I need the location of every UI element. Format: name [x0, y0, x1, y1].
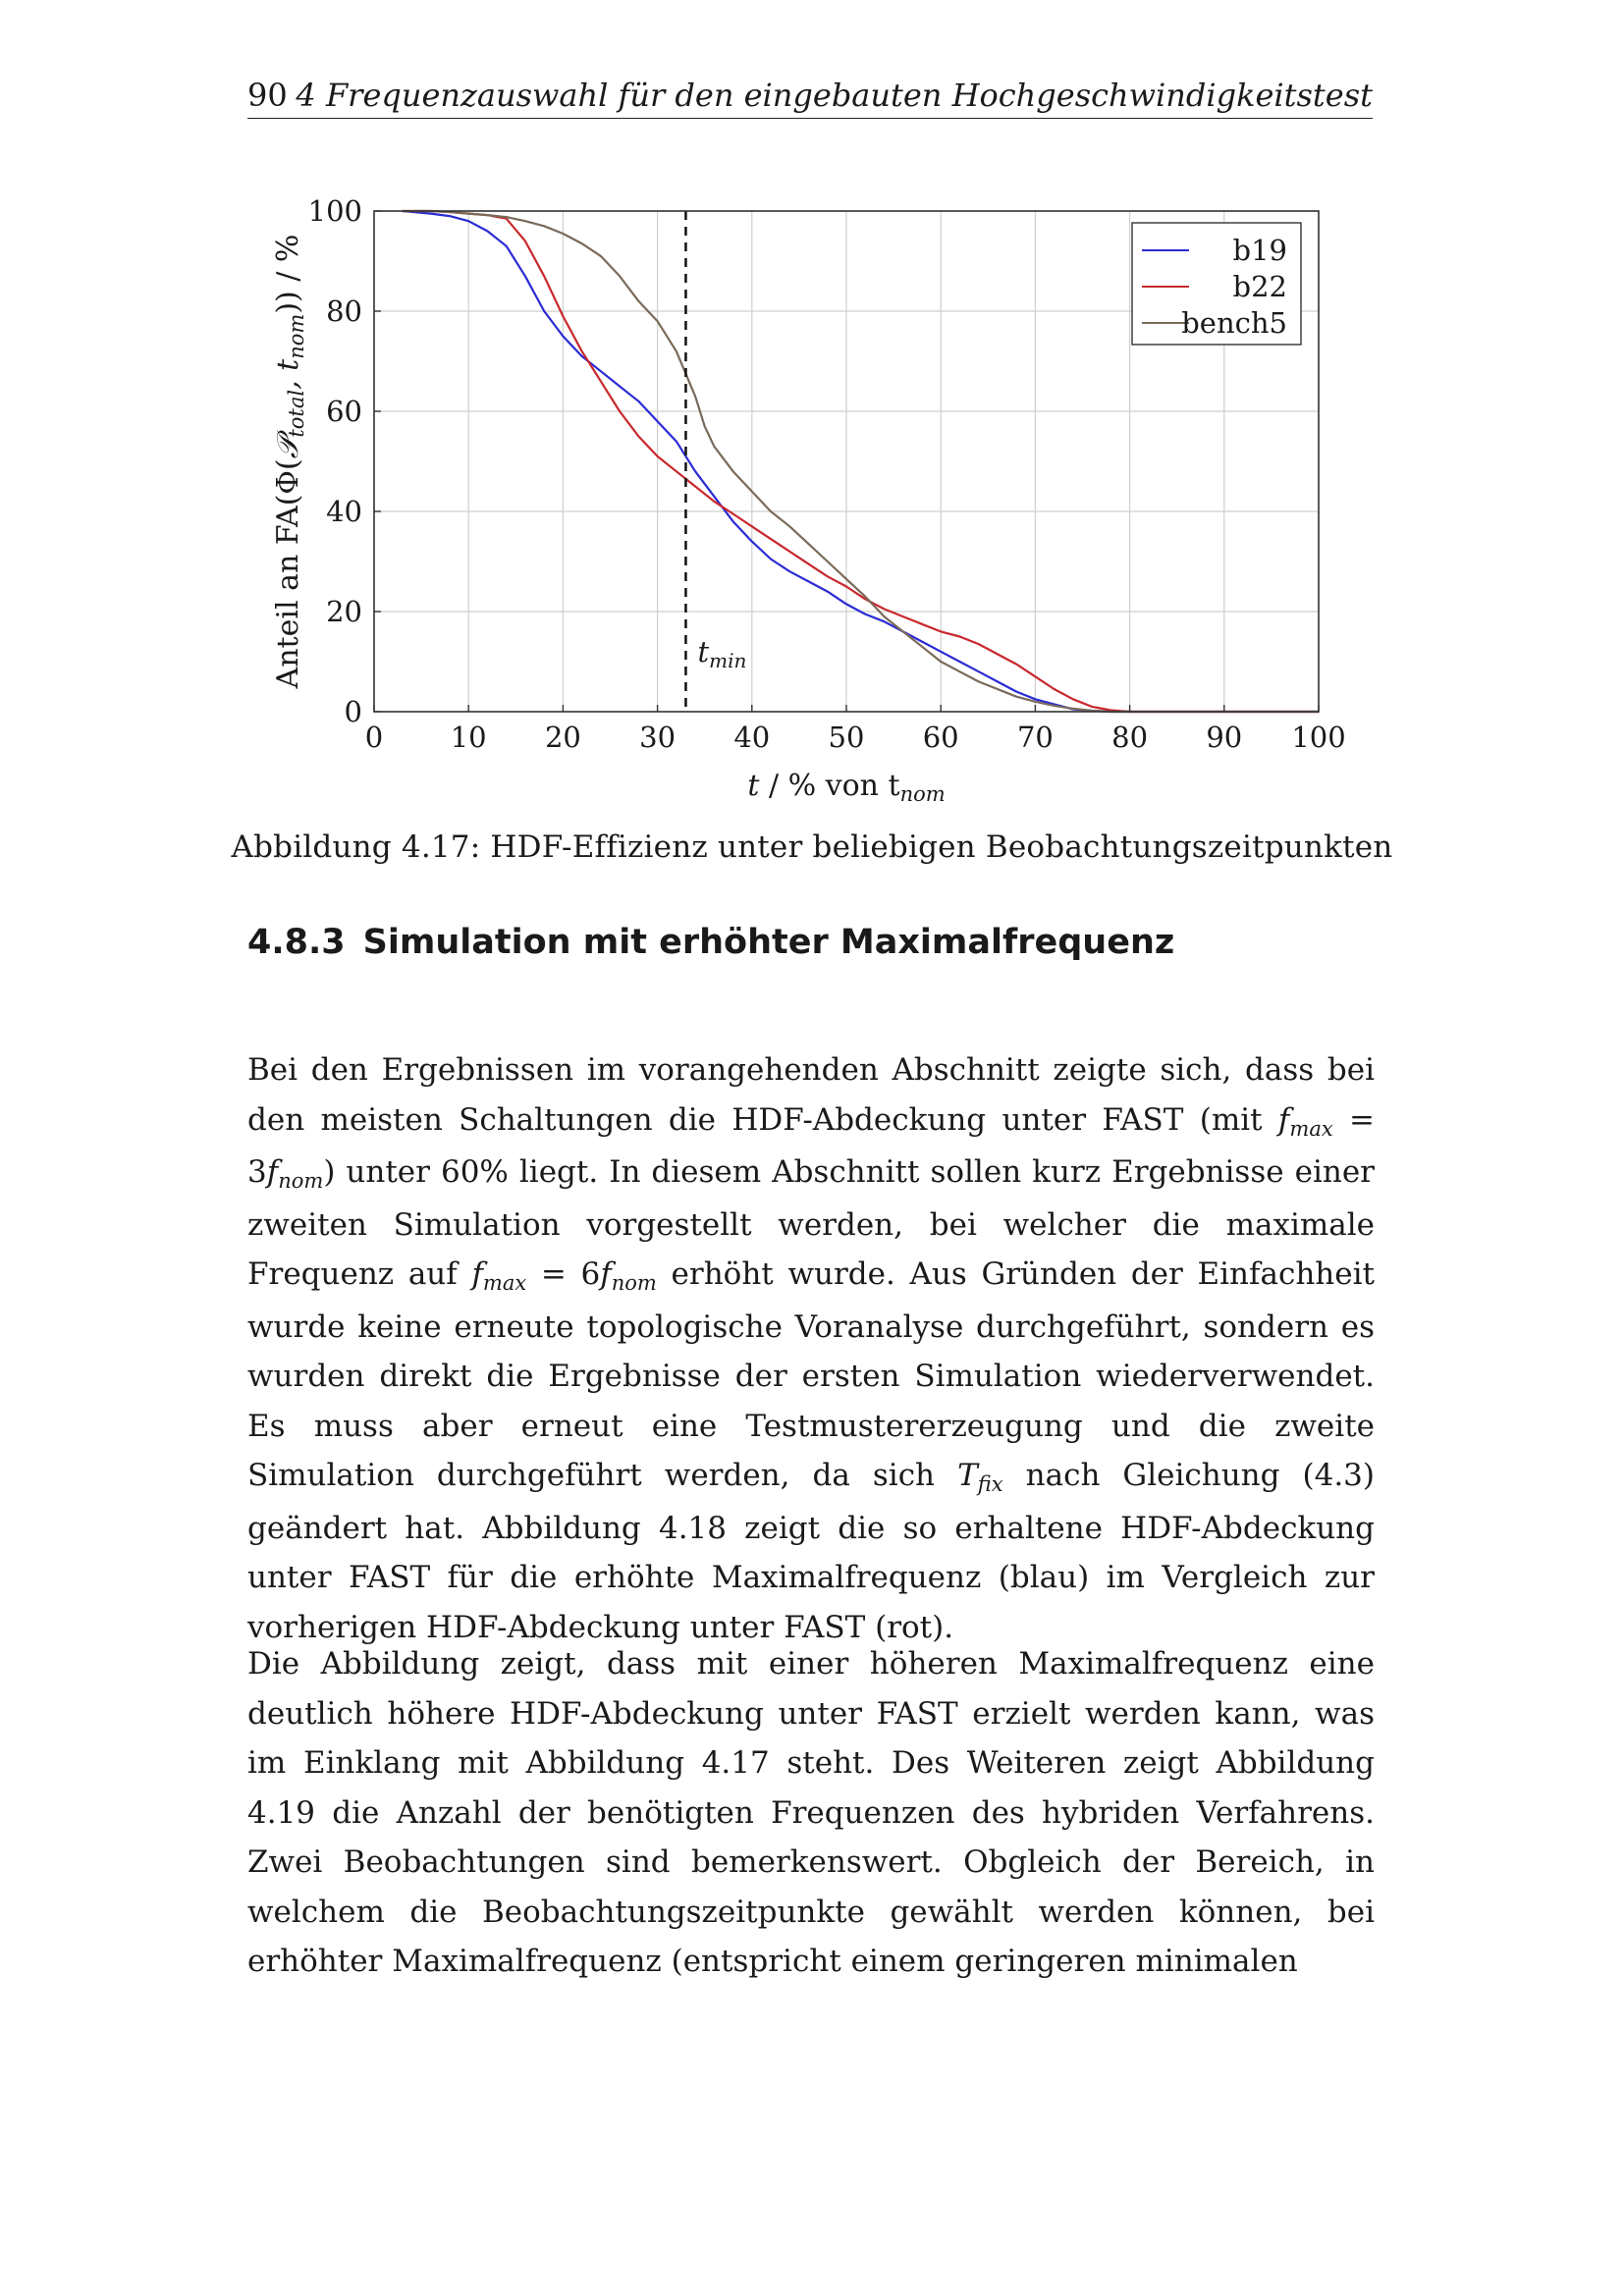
p1-eq1: = 3 [247, 1101, 1375, 1190]
section-number: 4.8.3 [247, 923, 346, 962]
p1-f: f [266, 1154, 279, 1190]
x-tick-label: 0 [364, 721, 384, 754]
p1-fix-sub: fix [977, 1472, 1003, 1496]
paragraph-2: Die Abbildung zeigt, dass mit einer höheren Maximalfrequenz eine deutlich höhere HDF-Abdeckung unter FAST erzielt werden kann, was im Einklang mit Abbildung 4.17 steht. Des Weiteren zeigt Abbildung 4.19 die Anzahl der benötigten Frequenzen des hybriden Verfahrens. Zwei Beobachtungen sind bemerkenswert. Obgleich der Bereich, in welchem die Beobachtungszeitpunkte gewählt werden können, bei erhöhter Maximalfrequenz (entspricht einem geringeren minimalen [247, 1646, 1375, 1979]
legend-label-b22: b22 [1232, 270, 1287, 303]
x-tick-label: 20 [544, 721, 581, 754]
section-title: Simulation mit erhöhter Maximalfrequenz [362, 923, 1175, 962]
ylabel-p: 𝒫 [271, 437, 305, 459]
p1-fmax-2: f [471, 1256, 483, 1292]
figure-4-17 [250, 187, 1380, 825]
paragraph-1 [247, 1045, 1375, 1652]
legend-label-b19: b19 [1232, 234, 1287, 267]
p1-fmax: f [1277, 1101, 1290, 1138]
tmin-t: t [697, 635, 710, 668]
p1-max-sub: max [1289, 1116, 1333, 1141]
ylabel-nom: nom [285, 313, 308, 359]
ylabel-a: Anteil an FA(Φ( [271, 458, 305, 689]
p1-nom-sub: nom [278, 1169, 324, 1193]
y-tick-label: 0 [344, 695, 362, 728]
running-title: 4 Frequenzauswahl für den eingebauten Hochgeschwindigkeitstest [296, 77, 1373, 114]
y-tick-label: 60 [326, 395, 362, 428]
page-number: 90 [247, 77, 288, 114]
x-tick-label: 50 [828, 721, 865, 754]
p1-max-sub-2: max [482, 1271, 527, 1295]
section-heading [247, 923, 1174, 962]
p1-T: T [957, 1458, 978, 1493]
p1-s2: ) unter 60% liegt. In diesem Abschnitt sollen kurz Ergebnisse einer zweiten Simulation vorgestellt werden, bei welcher die maximale Frequenz auf [247, 1154, 1375, 1292]
figure-caption: Abbildung 4.17: HDF-Effizienz unter beliebigen Beobachtungszeitpunkten [231, 829, 1393, 865]
x-tick-label: 100 [1291, 721, 1346, 754]
x-tick-label: 70 [1016, 721, 1054, 754]
tmin-sub: min [709, 649, 747, 672]
ylabel-close: )) / % [271, 234, 305, 314]
xlabel-mid: / % von t [759, 769, 900, 803]
page-header [247, 71, 1373, 119]
p1-s3: erhöht wurde. Aus Gründen der Einfachheit wurde keine erneute topologische Voranalyse durchgeführt, sondern es wurden direkt die Ergebnisse der ersten Simulation wiederverwendet. Es muss aber erneut eine Testmustererzeugung und die zweite Simulation durchgeführt werden, da sich [247, 1256, 1375, 1493]
p1-eq2: = 6 [526, 1256, 601, 1292]
x-tick-label: 40 [733, 721, 771, 754]
y-tick-label: 100 [307, 194, 362, 228]
p1-f-2: f [600, 1256, 612, 1292]
p1-s1: Bei den Ergebnissen im vorangehenden Abschnitt zeigte sich, dass bei den meisten Schaltungen die HDF-Abdeckung unter FAST (mit [247, 1052, 1375, 1138]
p1-nom-sub-2: nom [611, 1271, 657, 1295]
x-tick-label: 30 [639, 721, 677, 754]
x-tick-label: 90 [1206, 721, 1243, 754]
ylabel-comma: , t [271, 358, 305, 390]
xlabel-nom: nom [899, 782, 946, 806]
legend-label-bench5: bench5 [1181, 306, 1287, 340]
line-chart [250, 187, 1380, 825]
p1-s4: nach Gleichung (4.3) geändert hat. Abbildung 4.18 zeigt die so erhaltene HDF-Abdeckung unter FAST für die erhöhte Maximalfrequenz (blau) im Vergleich zur vorherigen HDF-Abdeckung unter FAST (rot). [247, 1458, 1375, 1645]
y-tick-label: 40 [326, 495, 362, 528]
ylabel-total: total [285, 389, 308, 438]
x-tick-label: 80 [1111, 721, 1149, 754]
x-axis-label [747, 769, 945, 806]
xlabel-t: t [747, 769, 760, 803]
tmin-label [697, 635, 746, 672]
chart-legend [1132, 223, 1301, 345]
y-tick-label: 80 [326, 294, 362, 328]
x-tick-label: 60 [922, 721, 959, 754]
y-tick-label: 20 [326, 595, 362, 628]
x-tick-label: 10 [450, 721, 487, 754]
y-axis-label [271, 235, 308, 690]
